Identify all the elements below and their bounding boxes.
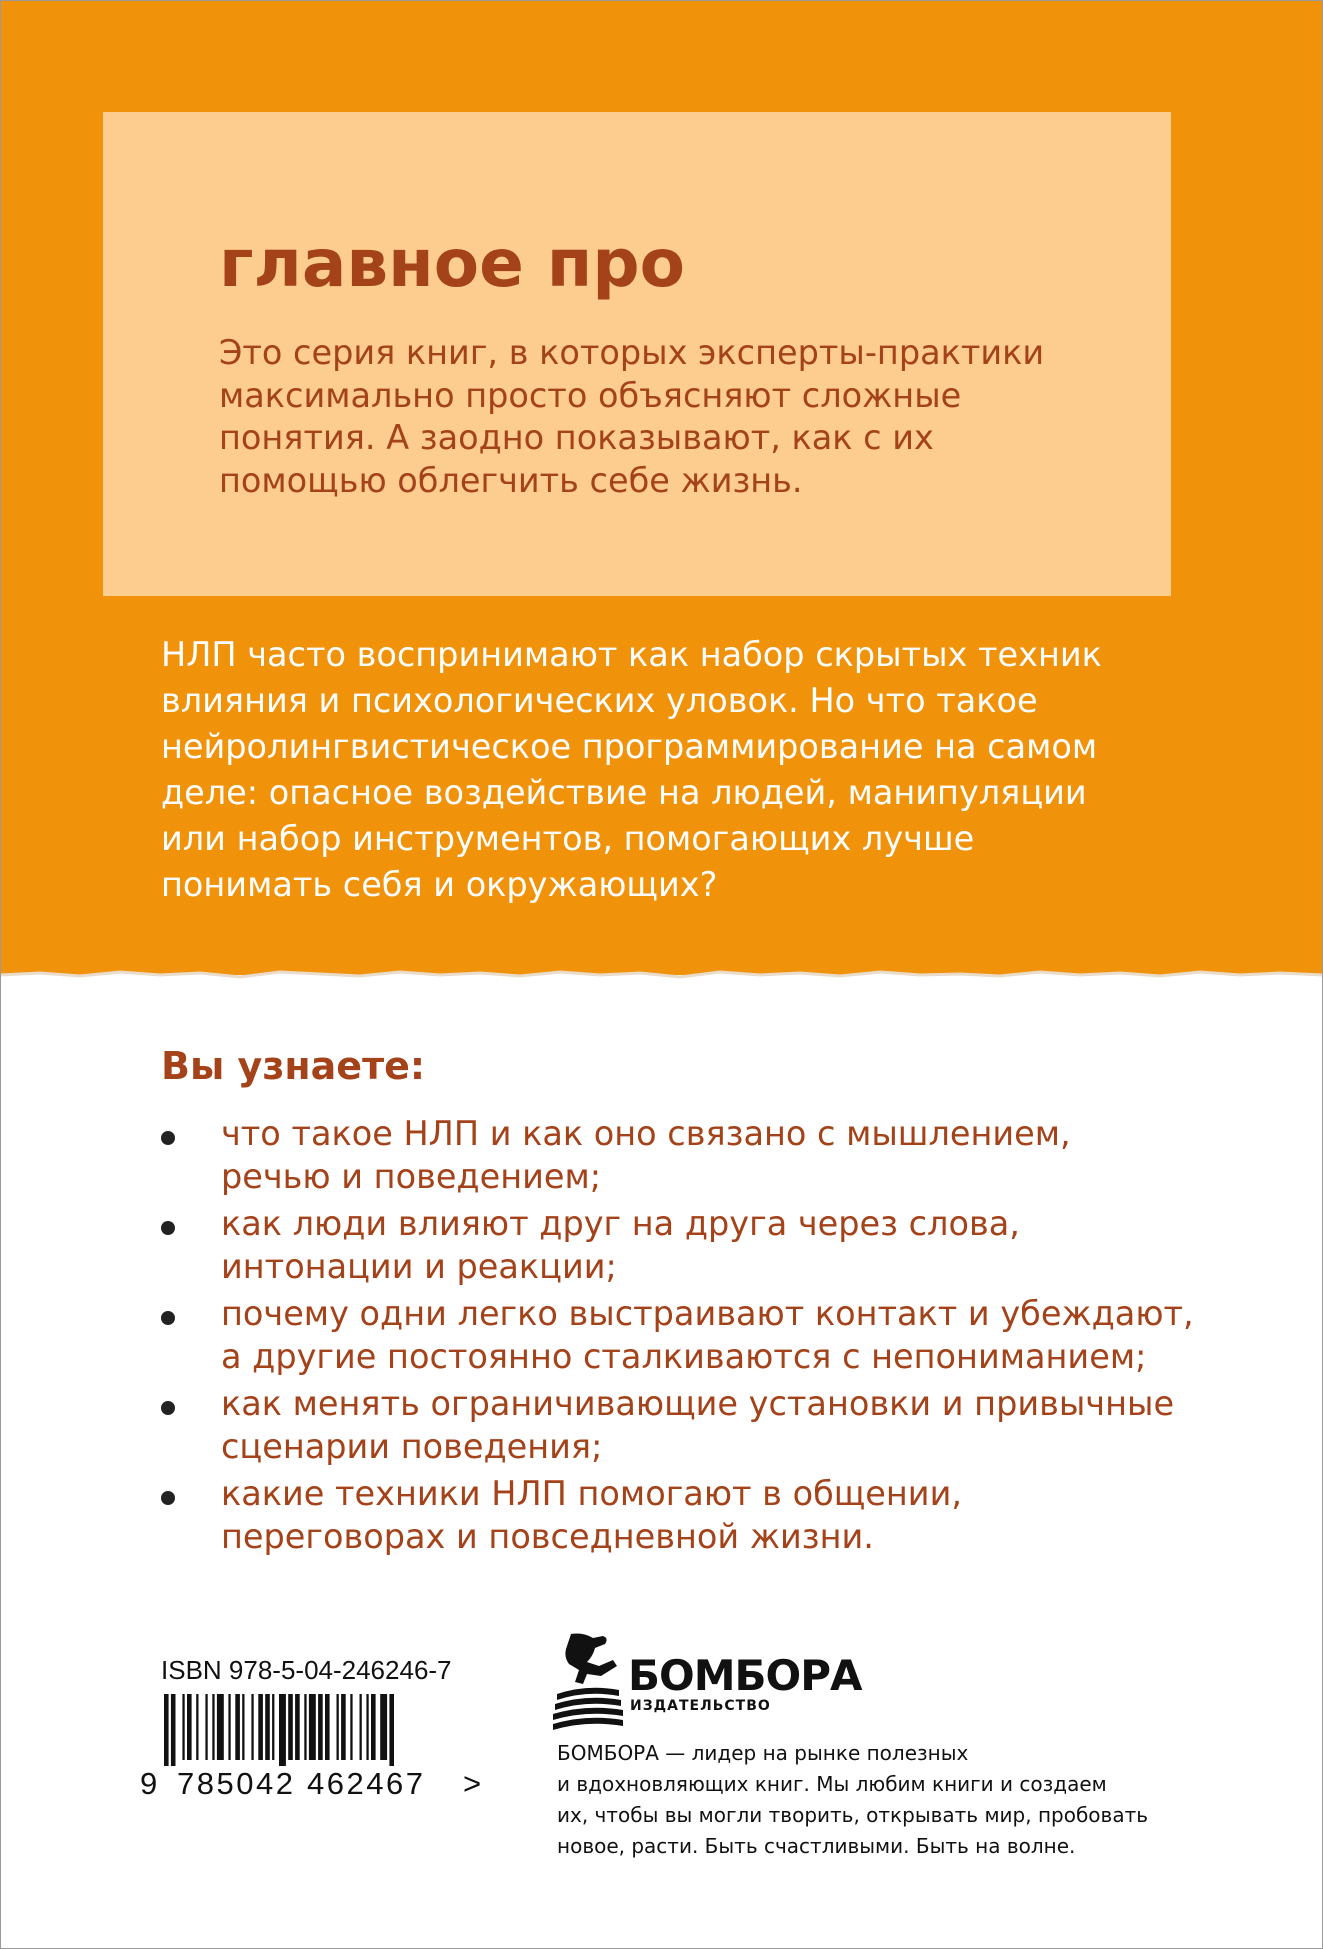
torn-paper-edge [0,960,1323,986]
barcode-bar [205,1694,207,1760]
barcode-bar [304,1694,306,1760]
isbn-label: ISBN 978-5-04-246246-7 [161,1655,452,1685]
barcode-bar [389,1694,394,1766]
barcode-bar [164,1694,169,1766]
list-item-text: как менять ограничивающие установки и привычные сценарии поведения; [221,1384,1175,1466]
list-item [0,1292,1323,1382]
publisher-description: БОМБОРА — лидер на рынке полезных и вдохновляющих книг. Мы любим книги и создаем их, чтобы вы могли творить, открывать мир, пробовать новое, расти. Быть счастливыми. Быть на волне. [557,1741,1149,1858]
series-description: Это серия книг, в которых эксперты-практики максимально просто объясняют сложные понятия. А заодно показывают, как с их помощью облегчить себе жизнь. [219,333,1045,500]
barcode-digit-group-2: 462467 [307,1766,426,1801]
barcode-bar [251,1694,253,1760]
list-item-text: как люди влияют друг на друга через слова, интонации и реакции; [221,1204,1020,1286]
list-item [0,1202,1323,1292]
barcode-bar [242,1694,244,1760]
bullet-icon [161,1311,175,1325]
barcode-bar [265,1694,270,1760]
list-item-text: что такое НЛП и как оно связано с мышлением, речью и поведением; [221,1114,1071,1196]
bullet-icon [161,1401,175,1415]
barcode-bar [318,1694,323,1760]
barcode-bar [341,1694,346,1760]
barcode-bar [366,1694,368,1760]
barcode-bar [217,1694,224,1760]
barcode-bar [171,1694,176,1766]
barcode-bar [228,1694,230,1760]
list-item-text: какие техники НЛП помогают в общении, переговорах и повседневной жизни. [221,1474,962,1556]
barcode-bar [279,1694,286,1766]
barcode-bar [380,1694,387,1760]
barcode-bar [272,1694,274,1760]
barcode-bar [212,1694,214,1760]
barcode-bar [360,1694,362,1760]
barcode-bar [325,1694,330,1760]
barcode-bar [196,1694,198,1760]
barcode-lead-digit: 9 [140,1766,158,1801]
barcode-bar [309,1694,316,1760]
barcode-bar [288,1694,293,1760]
series-title: главное про [219,225,685,302]
learn-heading: Вы узнаете: [161,1044,426,1088]
list-item-text: почему одни легко выстраивают контакт и убеждают, а другие постоянно сталкиваются с непониманием; [221,1294,1194,1376]
barcode-digits [140,1768,490,1800]
publisher-logo-name: БОМБОРА [628,1651,862,1700]
barcode-bar [182,1694,184,1760]
barcode-digit-group-1: 785042 [177,1766,296,1801]
series-info-box [103,112,1171,596]
barcode-bar [350,1694,352,1760]
list-item [0,1472,1323,1562]
publisher-logo-subtitle: ИЗДАТЕЛЬСТВО [630,1698,771,1714]
barcode-bar [235,1694,240,1760]
bullet-icon [161,1131,175,1145]
list-item [0,1112,1323,1202]
bullet-icon [161,1221,175,1235]
barcode-bar [187,1694,192,1760]
barcode [164,1694,464,1766]
intro-paragraph: НЛП часто воспринимают как набор скрытых техник влияния и психологических уловок. Но что такое нейролингвистическое программирование на самом деле: опасное воздействие на людей, манипуляции или набор инструментов, помогающих лучше понимать себя и окружающих? [161,635,1102,904]
bombora-figure-icon [553,1632,623,1732]
barcode-quiet-zone-marker: > [463,1766,482,1801]
barcode-bar [337,1694,339,1760]
barcode-bar [371,1694,376,1760]
learn-list [0,1112,1323,1562]
list-item [0,1382,1323,1472]
barcode-bar [295,1694,300,1760]
bullet-icon [161,1491,175,1505]
barcode-bar [258,1694,263,1760]
